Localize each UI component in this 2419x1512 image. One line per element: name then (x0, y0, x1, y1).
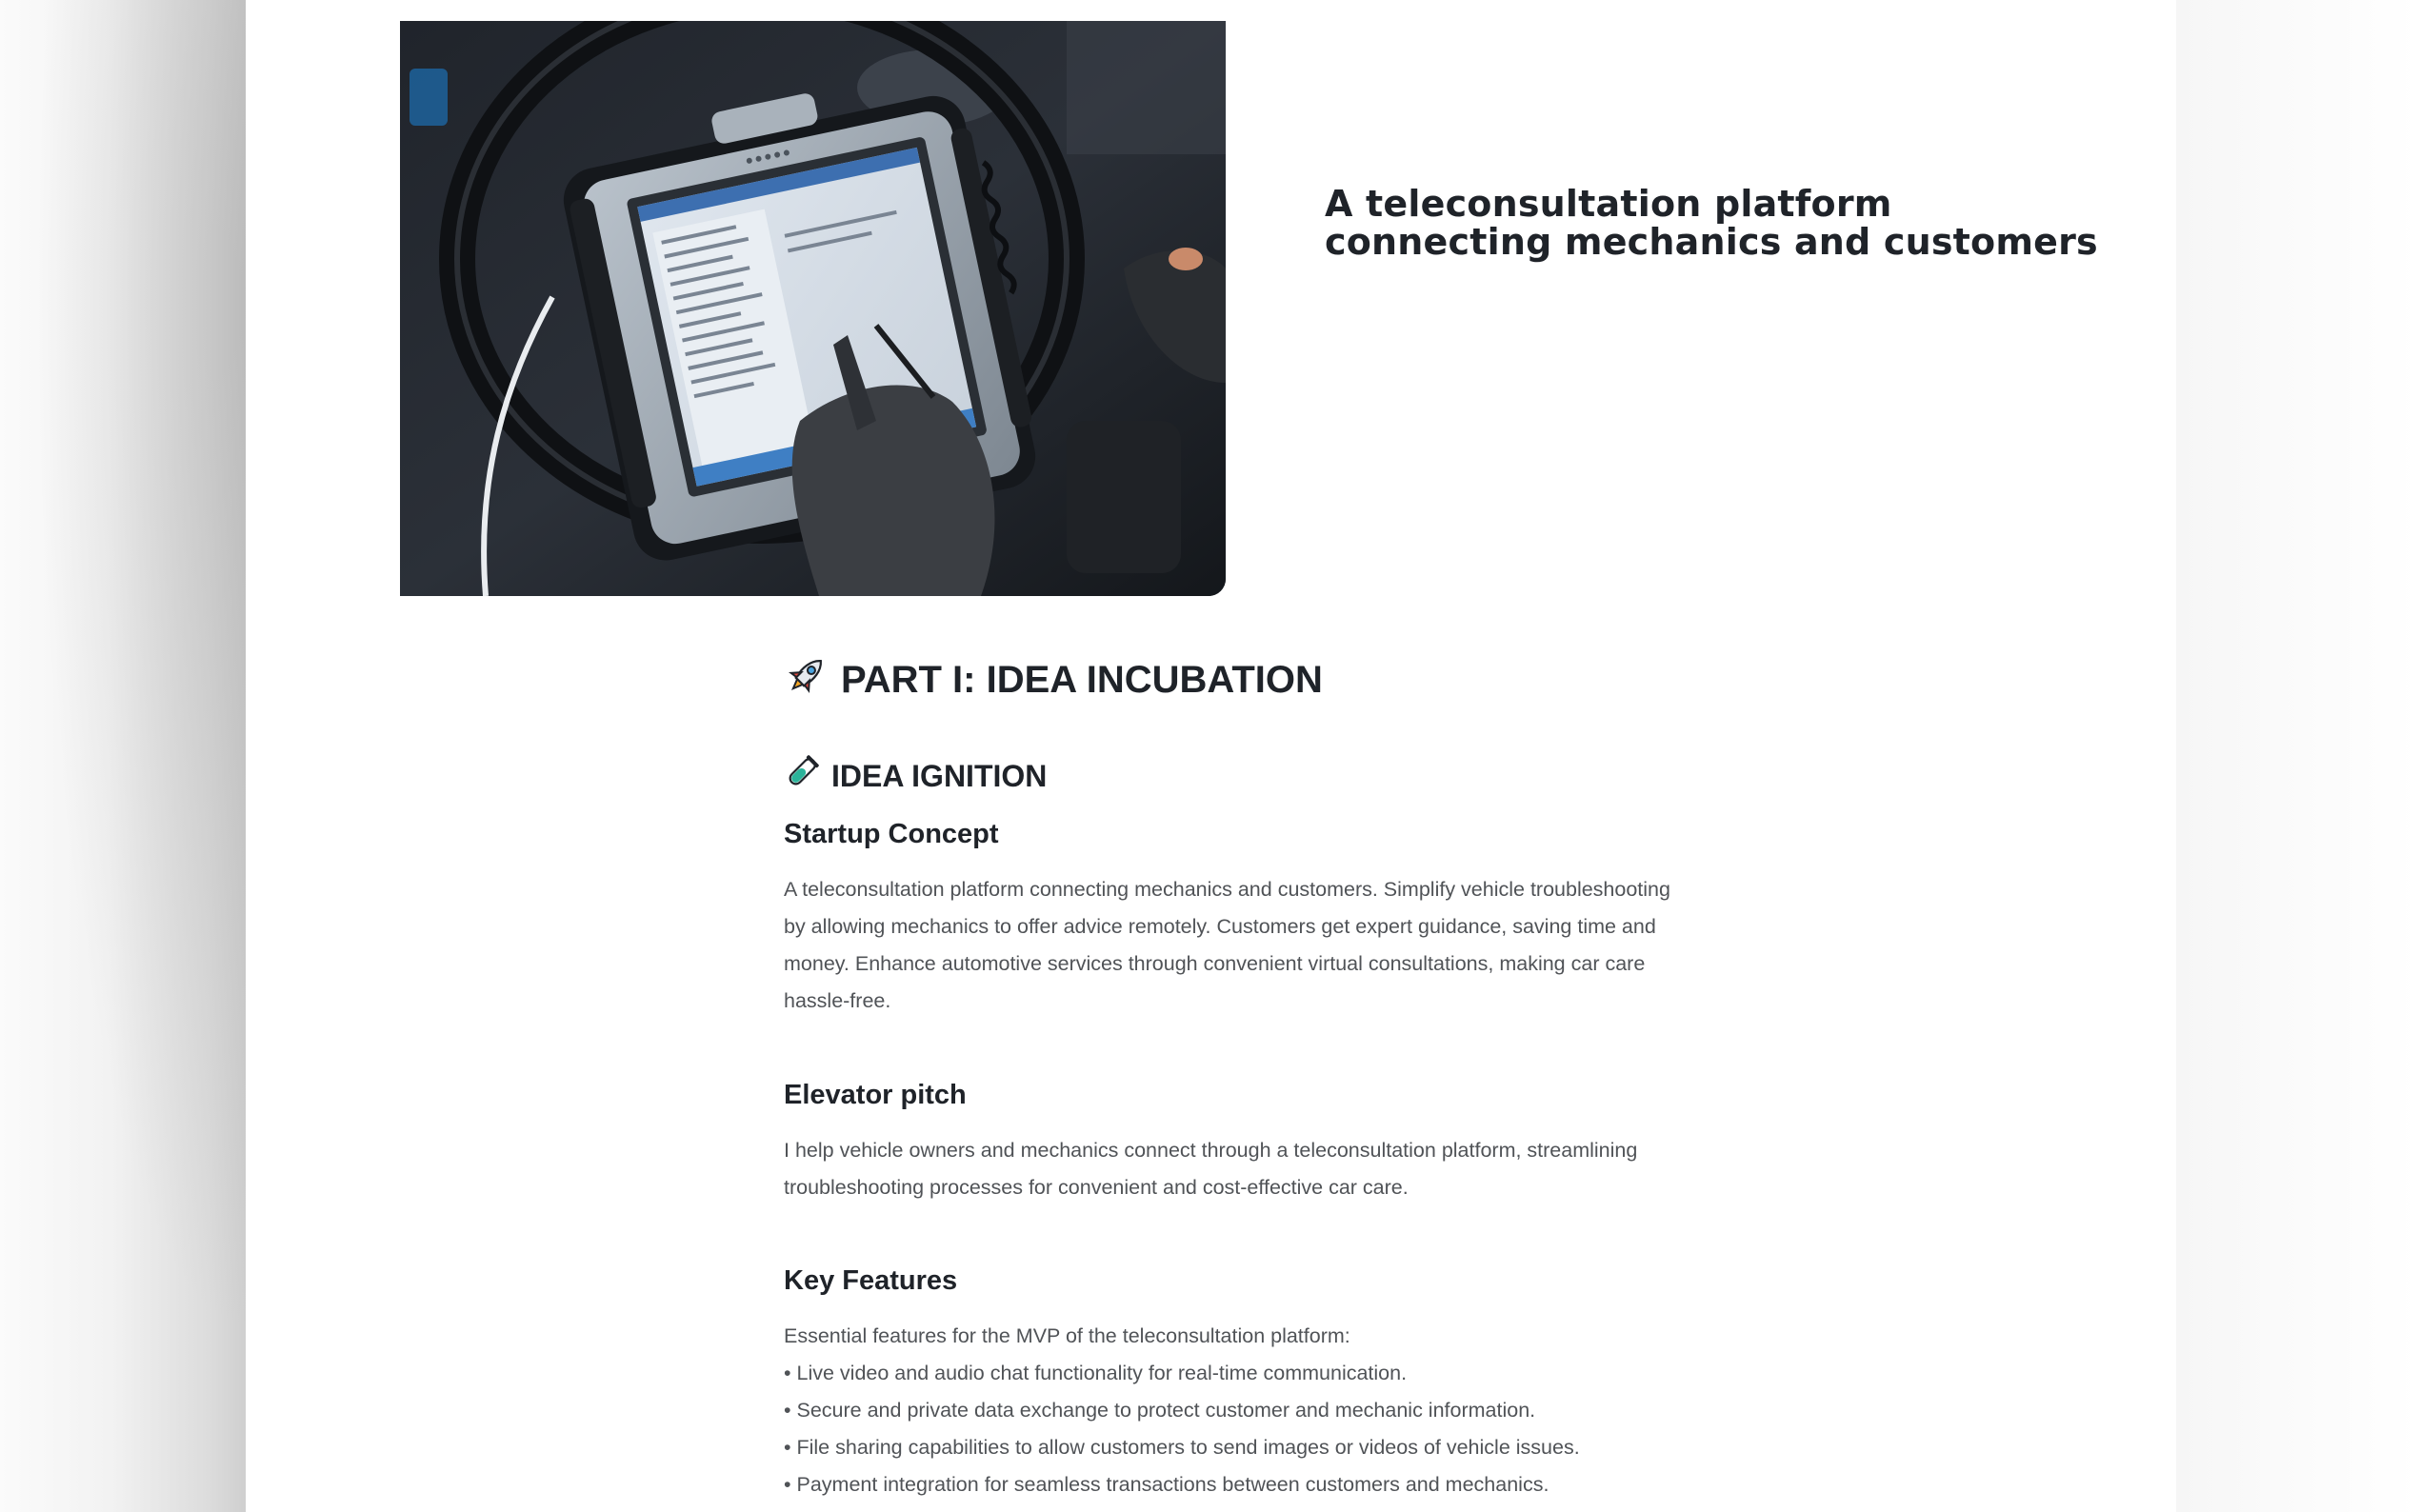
text-line: troubleshooting processes for convenient and cost-effective car care. (784, 1176, 1409, 1199)
hero-title: A teleconsultation platform connecting mechanics and customers (1325, 183, 2098, 263)
part-heading (784, 653, 1323, 706)
key-features-section (784, 1262, 1793, 1503)
sub-heading-label: IDEA IGNITION (831, 758, 1048, 793)
text-line: A teleconsultation platform connecting mechanics and customers. Simplify vehicle troubleshooting (784, 878, 1670, 901)
document-page[interactable] (246, 0, 2176, 1512)
rocket-icon (784, 652, 830, 707)
text-line: money. Enhance automotive services through convenient virtual consultations, making car care (784, 952, 1646, 975)
startup-concept-section (784, 815, 1793, 1020)
list-item: • Secure and private data exchange to protect customer and mechanic information. (784, 1399, 1536, 1422)
test-tube-icon (784, 754, 820, 798)
startup-concept-text (784, 871, 1793, 1020)
text-line: by allowing mechanics to offer advice remotely. Customers get expert guidance, saving time and (784, 915, 1656, 938)
key-features-list (784, 1355, 1793, 1503)
hero-image (400, 21, 1226, 596)
text-line: hassle-free. (784, 989, 891, 1012)
startup-concept-heading: Startup Concept (784, 819, 999, 849)
text-line: I help vehicle owners and mechanics connect through a teleconsultation platform, streamlining (784, 1139, 1638, 1162)
key-features-intro: Essential features for the MVP of the teleconsultation platform: (784, 1324, 1350, 1347)
elevator-pitch-heading: Elevator pitch (784, 1080, 967, 1110)
elevator-pitch-section (784, 1076, 1793, 1206)
backdrop-left (0, 0, 246, 1512)
list-item: • Live video and audio chat functionality for real-time communication. (784, 1362, 1408, 1384)
part-heading-label: PART I: IDEA INCUBATION (841, 658, 1323, 701)
sub-heading (784, 754, 1047, 798)
list-item: • File sharing capabilities to allow customers to send images or videos of vehicle issues. (784, 1436, 1580, 1459)
elevator-pitch-text (784, 1132, 1793, 1206)
list-item: • Payment integration for seamless transactions between customers and mechanics. (784, 1473, 1549, 1496)
key-features-heading: Key Features (784, 1265, 958, 1296)
backdrop-right (2176, 0, 2419, 1512)
